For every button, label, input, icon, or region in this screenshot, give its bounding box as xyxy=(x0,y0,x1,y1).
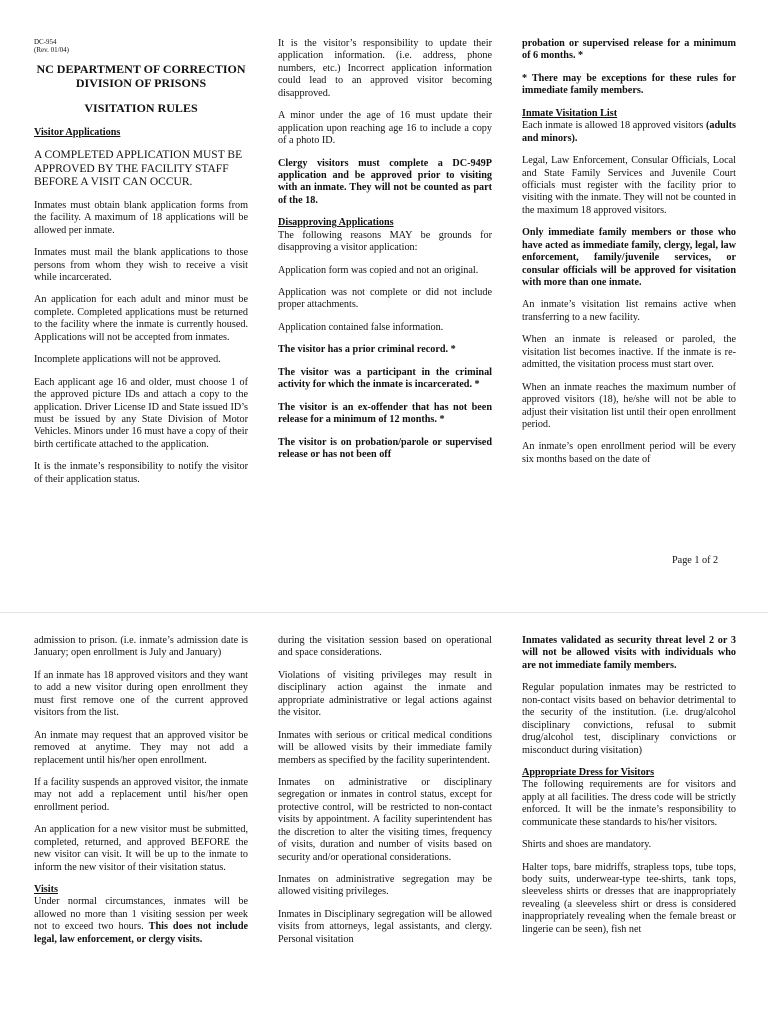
paragraph-only-immediate: Only immediate family members or those who have acted as immediate family, clergy, legal, law enforcement, family/juvenile services, or consular officials will be approved for visitation with more than one inmate. xyxy=(522,227,736,288)
paragraph-admission: admission to prison. (i.e. inmate’s admission date is January; open enrollment is July and January) xyxy=(34,635,248,659)
paragraph-allowed-visitors xyxy=(522,120,736,145)
page1-column-3 xyxy=(522,38,736,476)
paragraph-minor: A minor under the age of 16 must update their application upon reaching age 16 to include a copy of a photo ID. xyxy=(278,110,492,147)
paragraph-false-info: Application contained false information. xyxy=(278,321,444,333)
paragraph-probation: The visitor is on probation/parole or supervised release or has not been off xyxy=(278,436,492,460)
paragraph-disciplinary-segregation: Inmates in Disciplinary segregation will be allowed visits from attorneys, legal assistants, and clergy. Personal visitation xyxy=(278,908,492,945)
paragraph-legal-officials: Legal, Law Enforcement, Consular Officials, Local and State Family Services and Juvenile Court officials must register with the facility prior to visiting with the inmate. They will not be counted in the maximum 18 approved visitors. xyxy=(522,155,736,216)
paragraph-not-complete: Application was not complete or did not include proper attachments. xyxy=(278,287,492,311)
paragraph-dress-requirements: The following requirements are for visitors and apply at all facilities. The dress code will be strictly enforced. It will be the inmate’s responsibility to communicate these standards to his/her visitors. xyxy=(522,779,736,828)
visits-text: Under normal circumstances, inmates will be allowed no more than 1 visiting session per week not to exceed two hours. xyxy=(34,896,248,933)
paragraph-new-visitor: An application for a new visitor must be submitted, completed, returned, and approved BEFORE the new visitor can visit. It will be up to the inmate to inform the new visitor of their visitation status. xyxy=(34,824,248,873)
paragraph-completed-application: A COMPLETED APPLICATION MUST BE APPROVED BY THE FACILITY STAFF BEFORE A VISIT CAN OCCUR. xyxy=(34,149,243,189)
paragraph-medical: Inmates with serious or critical medical conditions will be allowed visits by their immediate family members as specified by the facility superintendent. xyxy=(278,729,492,766)
paragraph-security-threat: Inmates validated as security threat level 2 or 3 will not be allowed visits with individuals who are not immediate family members. xyxy=(522,635,736,671)
paragraph-probation-continued: probation or supervised release for a minimum of 6 months. * xyxy=(522,38,736,62)
paragraph-suspends: If a facility suspends an approved visitor, the inmate may not add a replacement until his/her open enrollment period. xyxy=(34,776,248,813)
heading-inmate-visitation-list: Inmate Visitation List xyxy=(522,107,618,119)
paragraph-eighteen-visitors: If an inmate has 18 approved visitors and they want to add a new visitor during open enrollment they must first remove one of the current approved visitors from the list. xyxy=(34,669,248,719)
heading-disapproving-applications: Disapproving Applications xyxy=(278,217,394,229)
paragraph-copied: Application form was copied and not an original. xyxy=(278,264,479,276)
paragraph-notify: It is the inmate’s responsibility to notify the visitor of their application status. xyxy=(34,461,248,485)
paragraph-regular-population: Regular population inmates may be restricted to non-contact visits based on behavior detrimental to the security of the institution. (i.e. drug/alcohol disciplinary convictions, refusal to submit drug/alcohol test, disciplinary convictions or misconduct during visitation) xyxy=(522,682,736,756)
paragraph-segregation: Inmates on administrative or disciplinary segregation or inmates in control status, except for protective control, will be restricted to non-contact visits by appointment. A facility superintendent has the discretion to alter the visiting times, frequency of visits, duration and number of visits based on security and/or operational considerations. xyxy=(278,776,492,863)
paragraph-maximum: When an inmate reaches the maximum number of approved visitors (18), he/she will not be able to adjust their visitation list until their open enrollment period. xyxy=(522,381,736,430)
page-2 xyxy=(0,612,768,1025)
paragraph-shirts-shoes: Shirts and shoes are mandatory. xyxy=(522,839,652,851)
paragraph-mail-forms: Inmates must mail the blank applications to those persons from whom they wish to receive a visit while incarcerated. xyxy=(34,247,248,284)
paragraph-incomplete: Incomplete applications will not be approved. xyxy=(34,354,221,366)
paragraph-during-session: during the visitation session based on operational and space considerations. xyxy=(278,635,492,659)
page2-column-1 xyxy=(34,635,248,956)
form-number: DC-954 xyxy=(34,38,57,46)
paragraph-participant: The visitor was a participant in the criminal activity for which the inmate is incarcerated. * xyxy=(278,366,492,391)
allowed-visitors-text: Each inmate is allowed 18 approved visitors xyxy=(522,120,704,132)
paragraph-blank-forms: Inmates must obtain blank application forms from the facility. A maximum of 18 applications will be allowed per inmate. xyxy=(34,199,248,236)
document-title: VISITATION RULES xyxy=(84,101,198,116)
allowed-visitors-bold: (adults and minors). xyxy=(522,120,737,144)
visits-bold: This does not include legal, law enforcement, or clergy visits. xyxy=(34,921,249,945)
heading-appropriate-dress: Appropriate Dress for Visitors xyxy=(522,766,655,778)
paragraph-halter-tops: Halter tops, bare midriffs, strapless tops, tube tops, body suits, underwear-type tee-shirts, tank tops, sleeveless shirts or dresses that are inappropriately revealing (a sleeveless shirt or dress is considered inappropriately revealing when the female breast or lingerie can be seen), fish net xyxy=(522,861,736,935)
division-name: DIVISION OF PRISONS xyxy=(75,76,207,91)
page1-column-2 xyxy=(278,38,492,471)
paragraph-released: When an inmate is released or paroled, the visitation list becomes inactive. If the inmate is re-admitted, the visitation process must start over. xyxy=(522,334,736,371)
paragraph-visits xyxy=(34,896,248,946)
page-number: Page 1 of 2 xyxy=(672,555,719,566)
paragraph-ex-offender: The visitor is an ex-offender that has not been release for a minimum of 12 months. * xyxy=(278,401,492,426)
department-name: NC DEPARTMENT OF CORRECTION xyxy=(36,62,246,77)
form-id xyxy=(34,38,248,54)
heading-visits: Visits xyxy=(34,884,58,895)
paragraph-photo-id: Each applicant age 16 and older, must choose 1 of the approved picture IDs and attach a copy to the application. Driver License ID and State issued ID’s must be issued by any State Division of Motor Vehicles. Minors under 16 must have a copy of their birth certificate attached to the application. xyxy=(34,376,248,450)
department-header xyxy=(34,62,248,90)
paragraph-each-adult: An application for each adult and minor must be complete. Completed applications must be returned to the facility where the inmate is currently housed. Applications will not be accepted from inmates. xyxy=(34,294,248,343)
paragraph-violations: Violations of visiting privileges may result in disciplinary action against the inmate and appropriate administrative or legal actions against the visitor. xyxy=(278,669,492,719)
form-revision: (Rev. 01/04) xyxy=(34,46,69,55)
paragraph-exceptions: * There may be exceptions for these rules for immediate family members. xyxy=(522,72,736,97)
paragraph-update: It is the visitor’s responsibility to update their application information. (i.e. address, phone numbers, etc.) Incorrect application information could lead to an approved visitor becoming disapproved. xyxy=(278,38,492,99)
paragraph-criminal-record: The visitor has a prior criminal record. * xyxy=(278,344,456,356)
paragraph-clergy: Clergy visitors must complete a DC-949P application and be approved prior to visiting with an inmate. They will not be counted as part of the 18. xyxy=(278,157,492,206)
page1-column-1 xyxy=(34,38,248,496)
page2-column-2 xyxy=(278,635,492,956)
page2-column-3 xyxy=(522,635,736,946)
paragraph-reasons: The following reasons MAY be grounds for disapproving a visitor application: xyxy=(278,229,492,254)
paragraph-open-enrollment: An inmate’s open enrollment period will be every six months based on the date of xyxy=(522,441,736,465)
paragraph-remains-active: An inmate’s visitation list remains active when transferring to a new facility. xyxy=(522,299,736,323)
paragraph-request-removed: An inmate may request that an approved visitor be removed at anytime. They may not add a replacement until his/her open enrollment. xyxy=(34,729,248,766)
paragraph-admin-segregation: Inmates on administrative segregation may be allowed visiting privileges. xyxy=(278,874,492,898)
heading-visitor-applications: Visitor Applications xyxy=(34,127,121,139)
